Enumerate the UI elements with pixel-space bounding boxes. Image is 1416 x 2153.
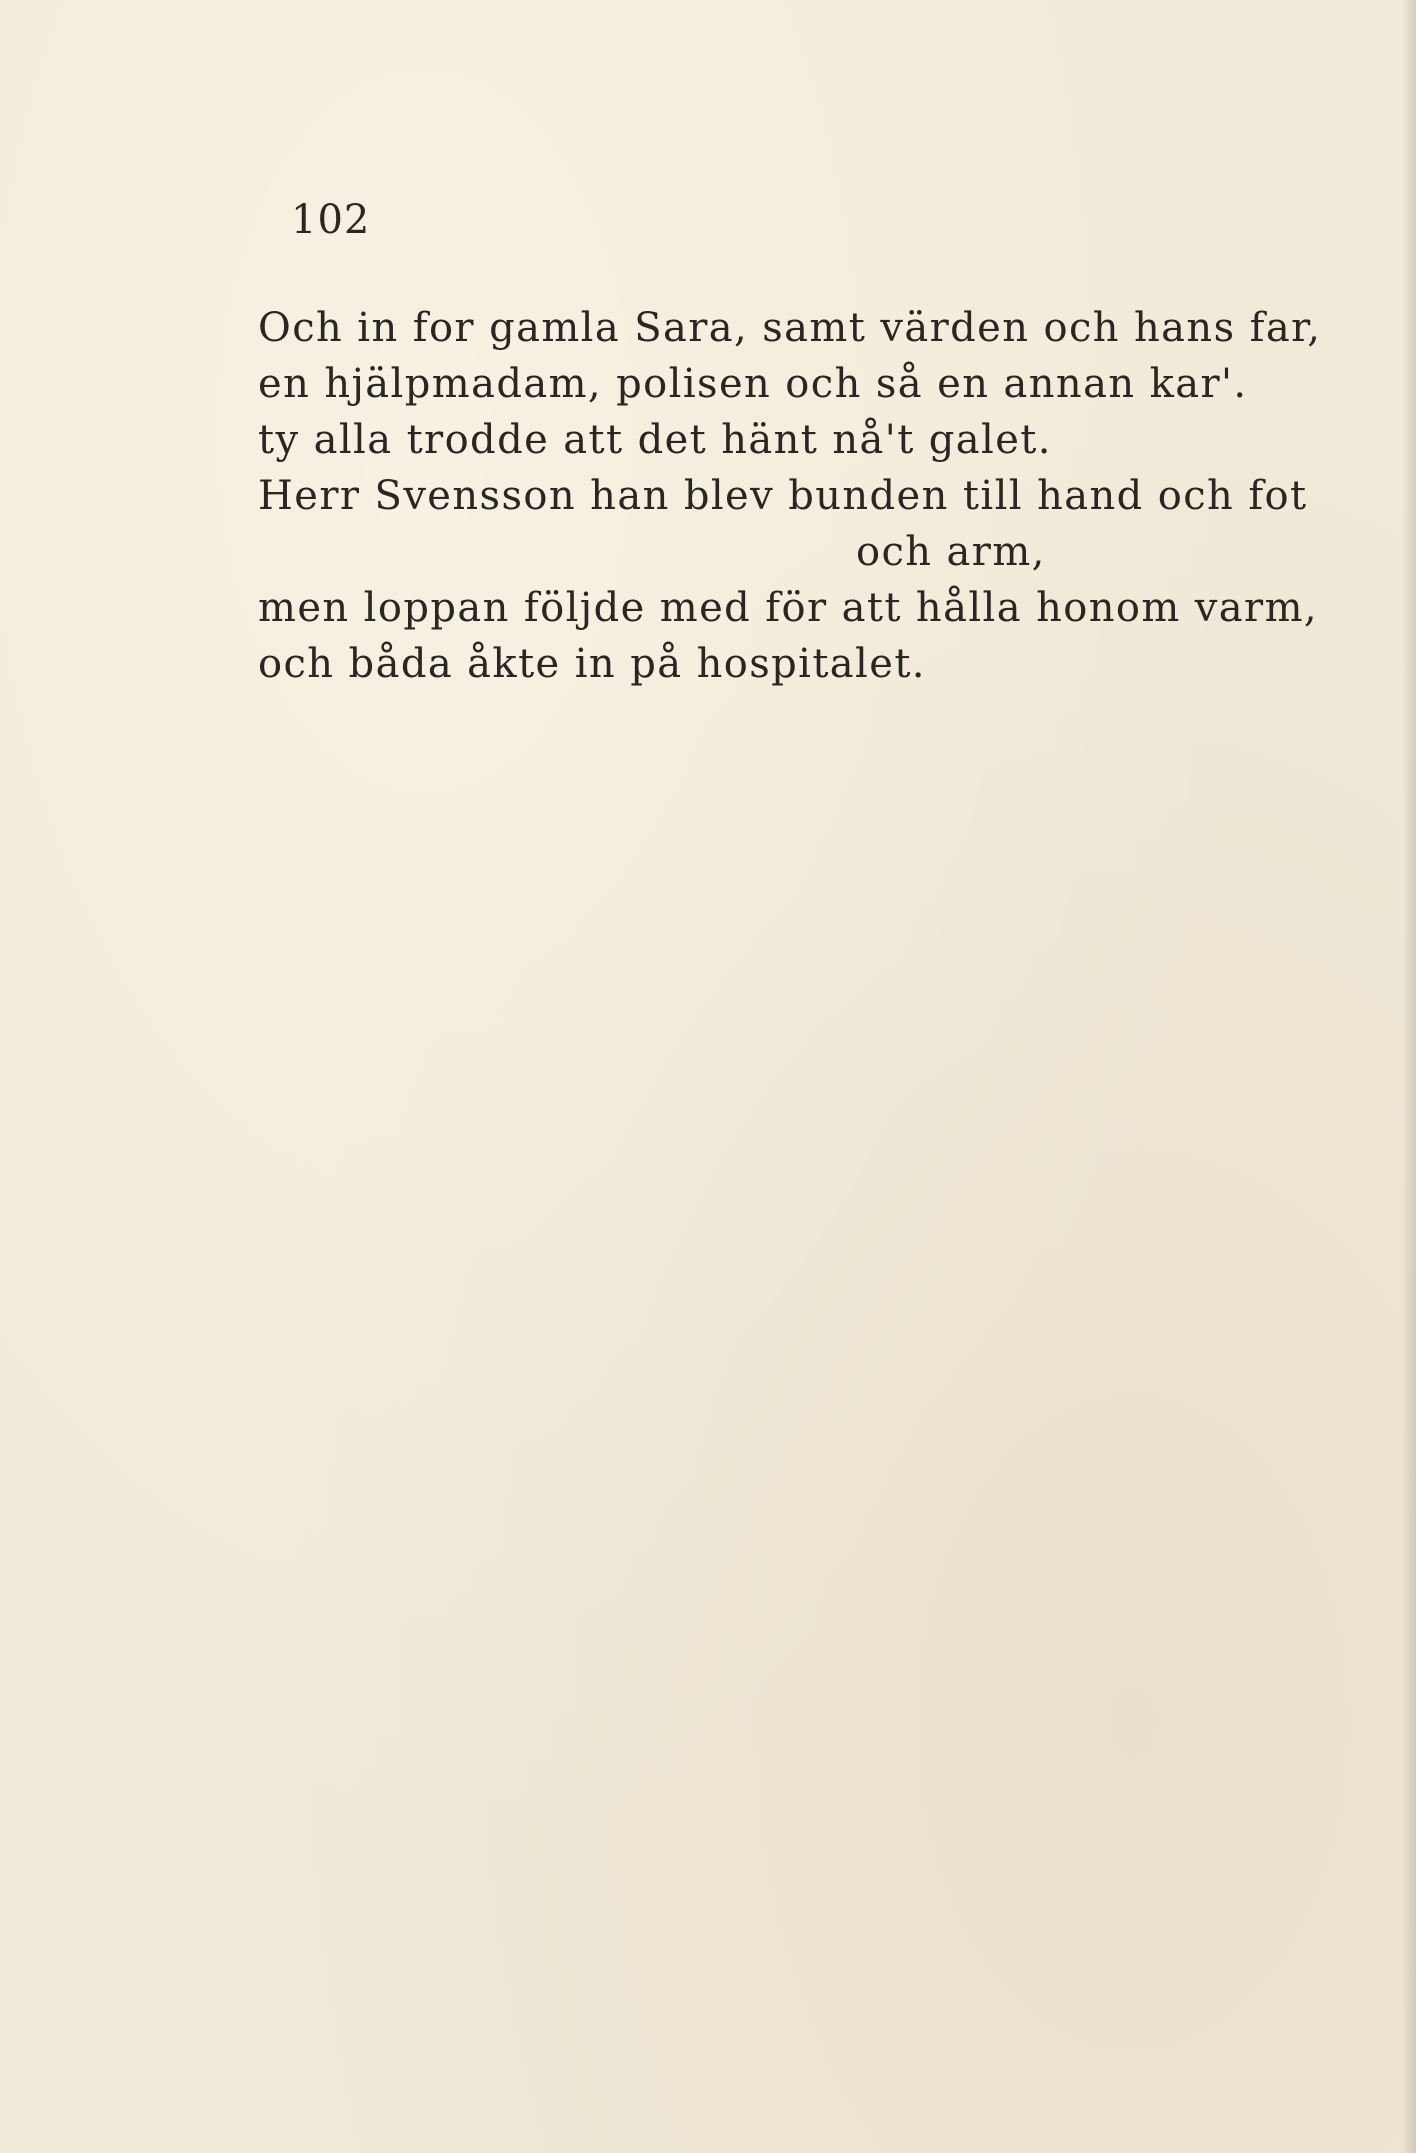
verse-block xyxy=(258,300,1322,692)
verse-line: Och in for gamla Sara, samt värden och hans far, xyxy=(258,305,1322,351)
verse-line-continuation: och arm, xyxy=(856,529,1046,575)
verse-line: Herr Svensson han blev bunden till hand och fot xyxy=(258,473,1308,519)
verse-line: en hjälpmadam, polisen och så en annan kar'. xyxy=(258,361,1248,407)
verse-line: men loppan följde med för att hålla honom varm, xyxy=(258,585,1319,631)
verse-line: och båda åkte in på hospitalet. xyxy=(258,641,926,687)
verse-line: ty alla trodde att det hänt nå't galet. xyxy=(258,417,1052,463)
page-edge-shadow xyxy=(1402,0,1416,2153)
page-number: 102 xyxy=(291,197,371,243)
